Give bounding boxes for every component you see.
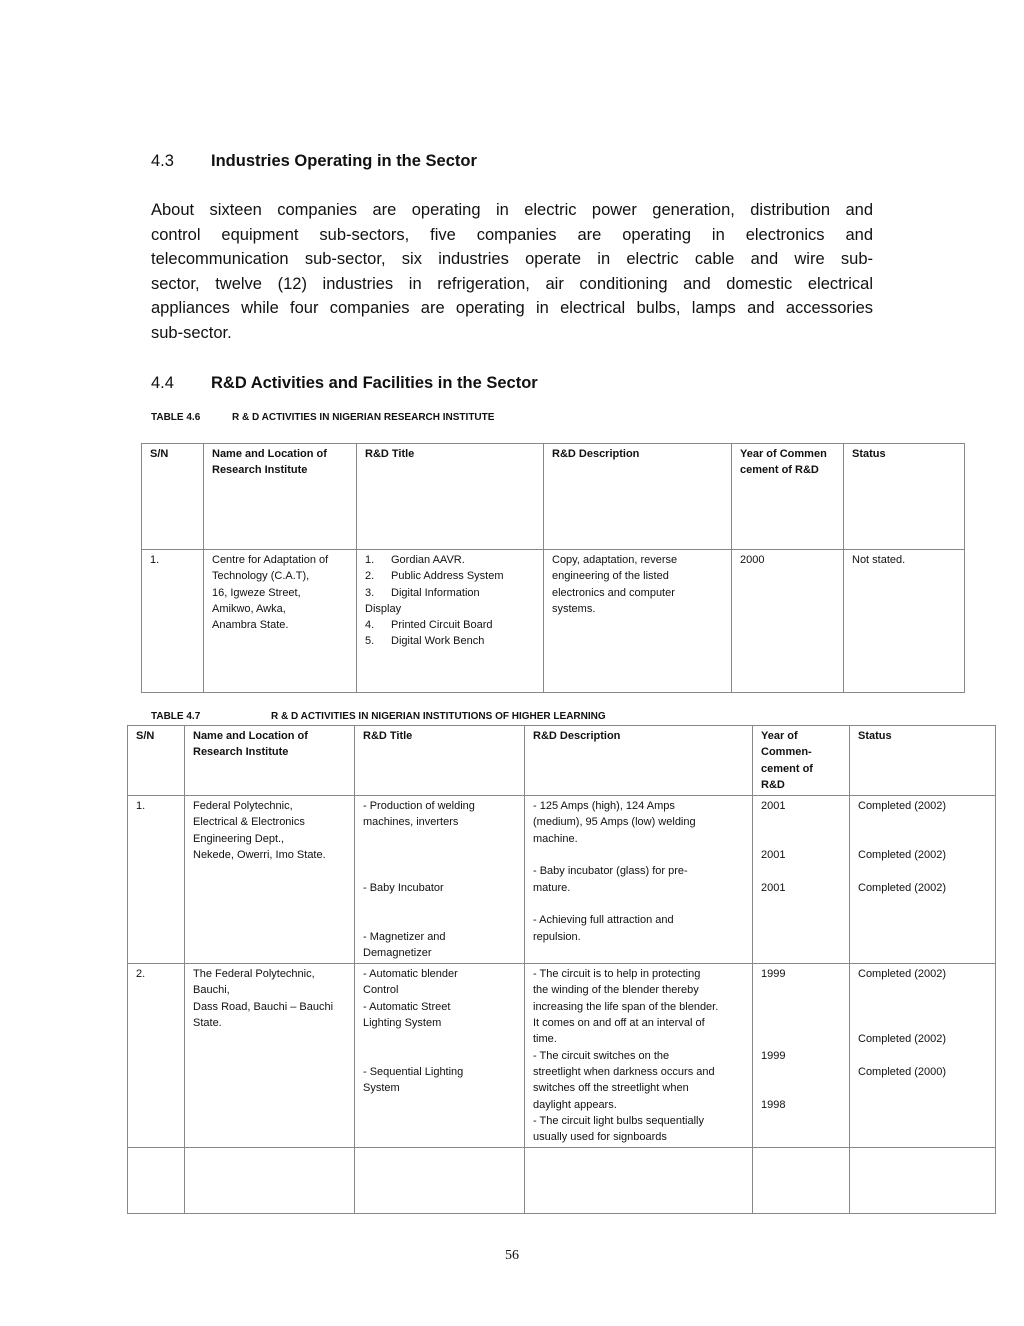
section-title: Industries Operating in the Sector xyxy=(211,152,477,170)
paragraph-line: sector, twelve (12) industries in refrigeration, air conditioning and domestic electrical xyxy=(151,274,873,293)
cell-line xyxy=(363,912,516,928)
cell-line xyxy=(363,1048,516,1064)
cell-line xyxy=(858,1015,987,1031)
header-year: Year of Commen- cement of R&D xyxy=(753,726,850,796)
cell-line: - Baby incubator (glass) for pre- xyxy=(533,865,688,878)
cell-empty xyxy=(185,1148,355,1214)
cell-line: streetlight when darkness occurs and xyxy=(533,1065,715,1078)
paragraph-line: control equipment sub-sectors, five companies are operating in electronics and xyxy=(151,225,873,244)
section-number: 4.4 xyxy=(151,374,174,392)
table-header-row xyxy=(128,726,996,796)
cell-empty xyxy=(753,1148,850,1214)
paragraph-line: appliances while four companies are operating in electrical bulbs, lamps and accessories xyxy=(151,299,873,317)
paragraph-line: sub-sector. xyxy=(151,323,232,342)
cell-empty xyxy=(525,1148,753,1214)
table-caption-title: R & D ACTIVITIES IN NIGERIAN RESEARCH INSTITUTE xyxy=(232,412,495,423)
cell-line xyxy=(363,896,516,912)
table-row xyxy=(128,964,996,1148)
cell-line: - Magnetizer and xyxy=(363,930,446,943)
header-desc: R&D Description xyxy=(544,444,732,550)
cell-line: Federal Polytechnic, xyxy=(193,800,293,813)
cell-line: Completed (2002) xyxy=(858,881,947,894)
header-status: Status xyxy=(850,726,996,796)
cell-line xyxy=(858,1048,987,1064)
cell-line: 2001 xyxy=(761,881,786,894)
cell-line: Completed (2002) xyxy=(858,800,947,813)
cell-line: (medium), 95 Amps (low) welding xyxy=(533,816,696,829)
cell-line: 1998 xyxy=(761,1098,786,1111)
cell-line: Electrical & Electronics xyxy=(193,816,305,829)
cell-empty xyxy=(128,1148,185,1214)
cell-line: 2001 xyxy=(761,800,786,813)
cell-line: Lighting System xyxy=(363,1017,442,1030)
cell-line: The Federal Polytechnic, xyxy=(193,968,315,981)
cell-line: Completed (2002) xyxy=(858,968,947,981)
cell-desc xyxy=(525,796,753,964)
cell-line: increasing the life span of the blender. xyxy=(533,1000,719,1013)
cell-line xyxy=(761,1080,841,1096)
cell-line xyxy=(533,896,744,912)
header-name: Name and Location of Research Institute xyxy=(185,726,355,796)
header-name: Name and Location of Research Institute xyxy=(204,444,357,550)
cell-line: - Automatic blender xyxy=(363,968,458,981)
cell-line xyxy=(761,1015,841,1031)
cell-line: Nekede, Owerri, Imo State. xyxy=(193,849,326,862)
cell-line xyxy=(533,847,744,863)
cell-line: switches off the streetlight when xyxy=(533,1082,689,1095)
cell-line xyxy=(363,847,516,863)
cell-line: 1999 xyxy=(761,968,786,981)
cell-line xyxy=(858,814,987,830)
cell-line xyxy=(858,999,987,1015)
cell-line: Bauchi, xyxy=(193,984,230,997)
cell-line: - Achieving full attraction and xyxy=(533,914,674,927)
cell-line: repulsion. xyxy=(533,930,581,943)
header-sn: S/N xyxy=(128,726,185,796)
section-number: 4.3 xyxy=(151,152,174,170)
table-row-empty xyxy=(128,1148,996,1214)
cell-empty xyxy=(355,1148,525,1214)
cell-line: - The circuit light bulbs sequentially xyxy=(533,1114,704,1127)
cell-line: Demagnetizer xyxy=(363,946,432,959)
cell-empty xyxy=(850,1148,996,1214)
cell-line xyxy=(761,1031,841,1047)
cell-line: Completed (2002) xyxy=(858,1033,947,1046)
cell-line: machine. xyxy=(533,832,578,845)
cell-line: - Production of welding xyxy=(363,800,475,813)
cell-line xyxy=(761,1064,841,1080)
cell-sn: 1. xyxy=(128,796,185,964)
cell-desc: Copy, adaptation, reverse engineering of the listed electronics and computer systems. xyxy=(544,550,732,693)
page-number: 56 xyxy=(505,1248,519,1263)
header-status: Status xyxy=(844,444,965,550)
cell-line xyxy=(858,982,987,998)
cell-title: 1. Gordian AAVR. 2. Public Address System 3. Digital Information Display 4. Printed Circuit Board 5. Digital Work Bench xyxy=(357,550,544,693)
cell-line: the winding of the blender thereby xyxy=(533,984,699,997)
cell-year: 2000 xyxy=(732,550,844,693)
cell-title xyxy=(355,796,525,964)
cell-year xyxy=(753,796,850,964)
cell-line: Completed (2000) xyxy=(858,1065,947,1078)
cell-line: It comes on and off at an interval of xyxy=(533,1017,705,1030)
cell-line xyxy=(761,999,841,1015)
cell-line: - Baby Incubator xyxy=(363,881,444,894)
cell-line xyxy=(363,863,516,879)
cell-year xyxy=(753,964,850,1148)
cell-title xyxy=(355,964,525,1148)
header-sn: S/N xyxy=(142,444,204,550)
table-caption-number: TABLE 4.7 xyxy=(151,711,201,722)
cell-sn: 2. xyxy=(128,964,185,1148)
cell-line xyxy=(363,831,516,847)
paragraph-line: telecommunication sub-sector, six industries operate in electric cable and wire sub- xyxy=(151,250,873,268)
cell-name: Centre for Adaptation of Technology (C.A.T), 16, Igweze Street, Amikwo, Awka, Anambra State. xyxy=(204,550,357,693)
table-row xyxy=(142,550,965,693)
cell-name xyxy=(185,796,355,964)
cell-name xyxy=(185,964,355,1148)
cell-line: - Sequential Lighting xyxy=(363,1065,464,1078)
cell-line: Control xyxy=(363,984,399,997)
cell-status xyxy=(850,964,996,1148)
cell-line: - The circuit is to help in protecting xyxy=(533,968,701,981)
paragraph-line: About sixteen companies are operating in electric power generation, distribution and xyxy=(151,201,873,219)
table-caption-number: TABLE 4.6 xyxy=(151,412,201,423)
cell-line: 1999 xyxy=(761,1049,786,1062)
table-4-7 xyxy=(127,725,996,1214)
cell-desc xyxy=(525,964,753,1148)
cell-line: - The circuit switches on the xyxy=(533,1049,670,1062)
cell-line xyxy=(761,814,841,830)
cell-line: machines, inverters xyxy=(363,816,459,829)
body-paragraph xyxy=(151,198,873,345)
table-header-row xyxy=(142,444,965,550)
cell-sn: 1. xyxy=(142,550,204,693)
cell-line: State. xyxy=(193,1017,222,1030)
header-desc: R&D Description xyxy=(525,726,753,796)
cell-line: Dass Road, Bauchi – Bauchi xyxy=(193,1000,334,1013)
cell-line: daylight appears. xyxy=(533,1098,617,1111)
cell-line: Engineering Dept., xyxy=(193,832,285,845)
cell-line: 2001 xyxy=(761,849,786,862)
cell-line: - 125 Amps (high), 124 Amps xyxy=(533,800,675,813)
cell-status xyxy=(850,796,996,964)
header-title: R&D Title xyxy=(355,726,525,796)
cell-line: System xyxy=(363,1082,400,1095)
table-row xyxy=(128,796,996,964)
table-caption-title: R & D ACTIVITIES IN NIGERIAN INSTITUTIONS OF HIGHER LEARNING xyxy=(271,711,606,722)
cell-line: mature. xyxy=(533,881,571,894)
cell-line xyxy=(761,831,841,847)
cell-line: - Automatic Street xyxy=(363,1000,451,1013)
table-4-6 xyxy=(141,443,965,693)
header-title: R&D Title xyxy=(357,444,544,550)
cell-line xyxy=(858,831,987,847)
cell-line xyxy=(761,863,841,879)
cell-line: usually used for signboards xyxy=(533,1131,667,1144)
cell-status: Not stated. xyxy=(844,550,965,693)
section-title: R&D Activities and Facilities in the Sector xyxy=(211,374,538,392)
cell-line: time. xyxy=(533,1033,557,1046)
header-year: Year of Commen cement of R&D xyxy=(732,444,844,550)
cell-line: Completed (2002) xyxy=(858,849,947,862)
cell-line xyxy=(363,1031,516,1047)
cell-line xyxy=(858,863,987,879)
cell-line xyxy=(761,982,841,998)
